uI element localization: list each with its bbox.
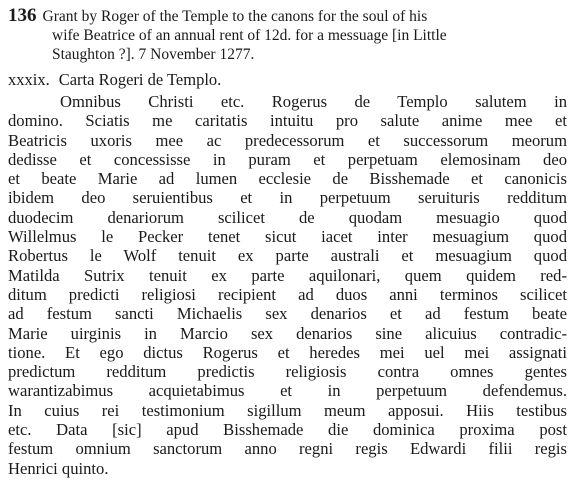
text-line: Willelmus le Pecker tenet sicut iacet inter mesuagium quod: [8, 227, 567, 247]
heading-line: 136 Grant by Roger of the Temple to the canons for the soul of his: [8, 5, 428, 26]
charter-text: [8, 92, 567, 478]
rubric-numeral: xxxix.: [8, 70, 50, 89]
text-line: Henrici quinto.: [8, 458, 109, 478]
text-line: dedisse et concessisse in puram et perpetuam elemosinam deo: [8, 149, 567, 169]
text-line: ditum predicti religiosi recipient ad duos anni terminos scilicet: [8, 284, 567, 304]
text-line: ad festum sancti Michaelis sex denarios et ad festum beate: [8, 304, 567, 324]
heading-line: wife Beatrice of an annual rent of 12d. for a messuage [in Little: [52, 27, 447, 44]
text-line: tione. Et ego dictus Rogerus et heredes mei uel mei assignati: [8, 342, 567, 362]
text-line: etc. Data [sic] apud Bisshemade die dominica proxima post: [8, 420, 567, 440]
text-line: Marie uirginis in Marcio sex denarios sine alicuius contradic-: [8, 323, 567, 343]
text-line: domino. Sciatis me caritatis intuitu pro salute anime mee et: [8, 111, 567, 131]
heading-line: Staughton ?]. 7 November 1277.: [52, 46, 255, 63]
charter-entry: [8, 6, 567, 478]
text-line: et beate Marie ad lumen ecclesie de Bisshemade et canonicis: [8, 169, 567, 189]
charter-rubric: [8, 70, 567, 90]
entry-number: 136: [8, 5, 37, 26]
rubric-title: Carta Rogeri de Templo.: [58, 70, 222, 89]
text-line: Matilda Sutrix tenuit ex parte aquilonari, quem quidem red-: [8, 265, 567, 285]
text-line: Beatricis uxoris mee ac predecessorum et successorum meorum: [8, 130, 567, 150]
text-line: In cuius rei testimonium sigillum meum apposui. Hiis testibus: [8, 400, 567, 420]
entry-heading: [8, 6, 567, 64]
text-line: Robertus le Wolf tenuit ex parte australi et mesuagium quod: [8, 246, 567, 266]
text-line: duodecim denariorum scilicet de quodam mesuagio quod: [8, 207, 567, 227]
text-line: warantizabimus acquietabimus et in perpetuum defendemus.: [8, 381, 567, 401]
text-line: ibidem deo seruientibus et in perpetuum seruituris redditum: [8, 188, 567, 208]
text-line: festum omnium sanctorum anno regni regis Edwardi filii regis: [8, 439, 567, 459]
text-line: Omnibus Christi etc. Rogerus de Templo salutem in: [60, 92, 567, 111]
text-line: predictum redditum predictis religiosis contra omnes gentes: [8, 362, 567, 382]
